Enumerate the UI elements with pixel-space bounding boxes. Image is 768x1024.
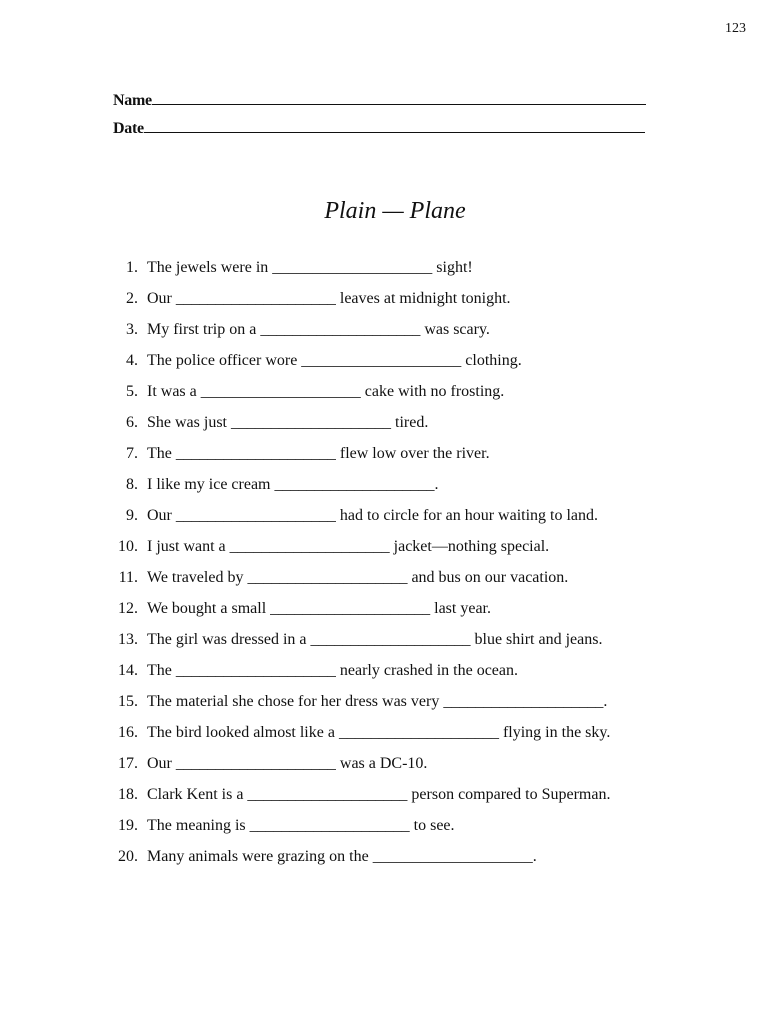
- question-number: 1.: [126, 259, 138, 276]
- question-text: The girl was dressed in a ____________________ blue shirt and jeans.: [147, 631, 603, 648]
- question-number: 2.: [126, 290, 138, 307]
- question-text: The jewels were in ____________________ sight!: [147, 259, 473, 276]
- question-number: 3.: [126, 321, 138, 338]
- page-number: 123: [725, 21, 746, 36]
- question-text: Our ____________________ had to circle for an hour waiting to land.: [147, 507, 599, 524]
- question-text: The ____________________ nearly crashed in the ocean.: [147, 662, 519, 679]
- question-number: 17.: [118, 755, 138, 772]
- question-text: My first trip on a ____________________ was scary.: [147, 321, 490, 338]
- question-text: We bought a small ____________________ last year.: [147, 600, 491, 617]
- name-field: [113, 90, 646, 110]
- question-number: 19.: [118, 817, 138, 834]
- date-label: Date: [113, 120, 144, 137]
- question-number: 16.: [118, 724, 138, 741]
- question-text: I like my ice cream ____________________.: [147, 476, 439, 493]
- question-number: 5.: [126, 383, 138, 400]
- question-number: 9.: [126, 507, 138, 524]
- question-text: The police officer wore ____________________ clothing.: [147, 352, 522, 369]
- question-text: The material she chose for her dress was very ____________________.: [147, 693, 608, 710]
- question-text: I just want a ____________________ jacket—nothing special.: [147, 538, 550, 555]
- question-text: We traveled by ____________________ and bus on our vacation.: [147, 569, 569, 586]
- question-number: 12.: [118, 600, 138, 617]
- question-text: Many animals were grazing on the ____________________.: [147, 848, 537, 865]
- question-number: 8.: [126, 476, 138, 493]
- question-number: 18.: [118, 786, 138, 803]
- question-number: 13.: [118, 631, 138, 648]
- name-label: Name: [113, 92, 152, 109]
- question-number: 4.: [126, 352, 138, 369]
- question-number: 7.: [126, 445, 138, 462]
- question-number: 11.: [118, 569, 138, 586]
- question-text: She was just ____________________ tired.: [147, 414, 429, 431]
- question-text: Our ____________________ leaves at midnight tonight.: [147, 290, 511, 307]
- date-field: [113, 118, 645, 138]
- question-text: The bird looked almost like a ____________________ flying in the sky.: [147, 724, 611, 741]
- question-number: 14.: [118, 662, 138, 679]
- question-text: It was a ____________________ cake with no frosting.: [147, 383, 505, 400]
- name-blank-line[interactable]: [152, 90, 646, 105]
- question-text: The ____________________ flew low over the river.: [147, 445, 490, 462]
- question-number: 10.: [118, 538, 138, 555]
- date-blank-line[interactable]: [144, 118, 645, 133]
- question-text: Our ____________________ was a DC-10.: [147, 755, 428, 772]
- worksheet-title: Plain — Plane: [324, 198, 466, 224]
- question-text: The meaning is ____________________ to see.: [147, 817, 455, 834]
- question-number: 15.: [118, 693, 138, 710]
- question-number: 6.: [126, 414, 138, 431]
- question-number: 20.: [118, 848, 138, 865]
- question-text: Clark Kent is a ____________________ person compared to Superman.: [147, 786, 611, 803]
